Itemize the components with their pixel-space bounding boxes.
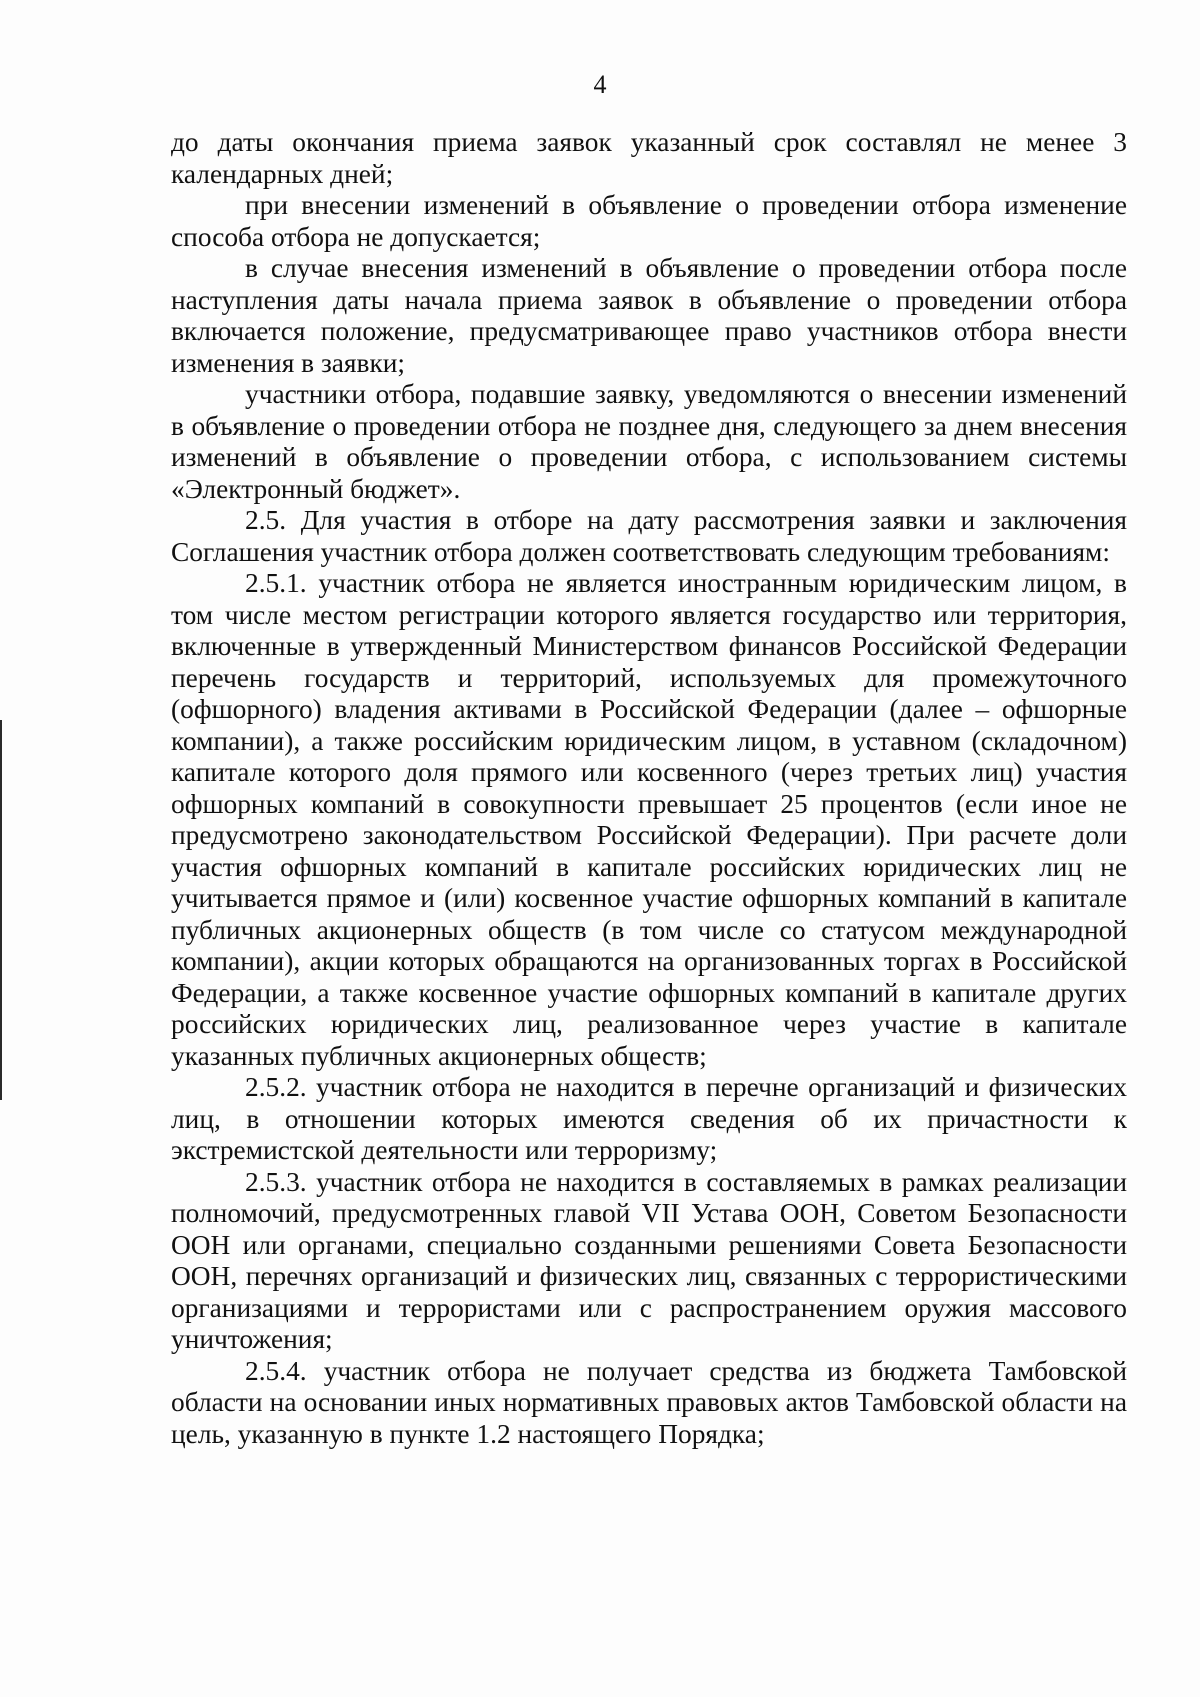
paragraph-continuation: до даты окончания приема заявок указанный срок составлял не менее 3 календарных дней; bbox=[171, 127, 1127, 189]
paragraph-changes-after-start: в случае внесения изменений в объявление о проведении отбора после наступления даты начала приема заявок в объявление о проведении отбора включается положение, предусматривающее право участников отбора внести изменения в заявки; bbox=[171, 253, 1127, 378]
paragraph-participants-notified: участники отбора, подавшие заявку, уведомляются о внесении изменений в объявление о проведении отбора не позднее дня, следующего за днем внесения изменений в объявление о проведении отбора, с использованием системы «Электронный бюджет». bbox=[171, 379, 1127, 504]
paragraph-2-5-2: 2.5.2. участник отбора не находится в перечне организаций и физических лиц, в отношении которых имеются сведения об их причастности к экстремистской деятельности или терроризму; bbox=[171, 1072, 1127, 1165]
paragraph-2-5: 2.5. Для участия в отборе на дату рассмотрения заявки и заключения Соглашения участник отбора должен соответствовать следующим требованиям: bbox=[171, 505, 1127, 567]
scan-edge-mark bbox=[0, 720, 2, 1100]
paragraph-2-5-4: 2.5.4. участник отбора не получает средства из бюджета Тамбовской области на основании иных нормативных правовых актов Тамбовской области на цель, указанную в пункте 1.2 настоящего Порядка; bbox=[171, 1355, 1127, 1449]
document-body bbox=[171, 127, 1127, 1450]
paragraph-2-5-1: 2.5.1. участник отбора не является иностранным юридическим лицом, в том числе местом регистрации которого является государство или территория, включенные в утвержденный Министерством финансов Российской Федерации перечень государств и территорий, используемых для промежуточного (офшорного) владения активами в Российской Федерации (далее – офшорные компании), а также российским юридическим лицом, в уставном (складочном) капитале которого доля прямого или косвенного (через третьих лиц) участия офшорных компаний в совокупности превышает 25 процентов (если иное не предусмотрено законодательством Российской Федерации). При расчете доли участия офшорных компаний в капитале российских юридических лиц не учитывается прямое и (или) косвенное участие офшорных компаний в капитале публичных акционерных обществ (в том числе со статусом международной компании), акции которых обращаются на организованных торгах в Российской Федерации, а также косвенное участие офшорных компаний в капитале других российских юридических лиц, реализованное через участие в капитале указанных публичных акционерных обществ; bbox=[171, 568, 1127, 1071]
page-number: 4 bbox=[593, 70, 607, 99]
paragraph-2-5-3: 2.5.3. участник отбора не находится в составляемых в рамках реализации полномочий, предусмотренных главой VII Устава ООН, Советом Безопасности ООН или органами, специально созданными решениями Совета Безопасности ООН, перечнях организаций и физических лиц, связанных с террористическими организациями и террористами или с распространением оружия массового уничтожения; bbox=[171, 1166, 1127, 1354]
paragraph-method-change: при внесении изменений в объявление о проведении отбора изменение способа отбора не допускается; bbox=[171, 190, 1127, 252]
